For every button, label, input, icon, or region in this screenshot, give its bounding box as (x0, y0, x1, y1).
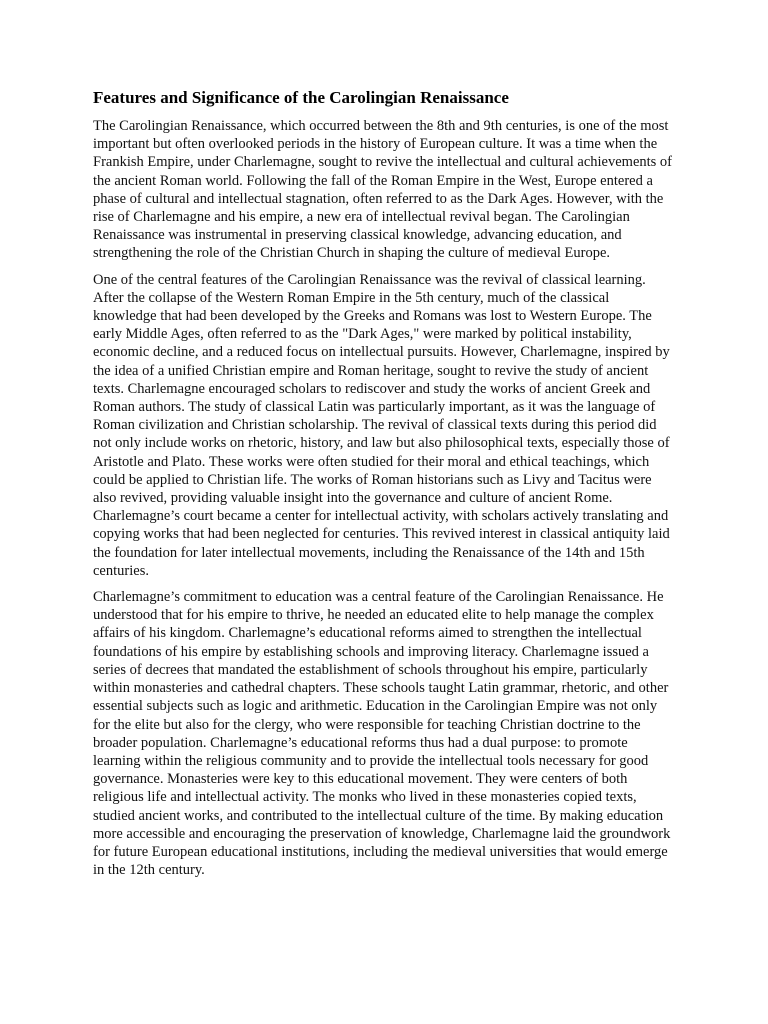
document-title: Features and Significance of the Carolingian Renaissance (93, 88, 509, 107)
paragraph-3: Charlemagne’s commitment to education was a central feature of the Carolingian Renaissance. He understood that for his empire to thrive, he needed an educated elite to help manage the complex affairs of his kingdom. Charlemagne’s educational reforms aimed to strengthen the intellectual foundations of his empire by establishing schools and improving literacy. Charlemagne issued a series of decrees that mandated the establishment of schools throughout his empire, particularly within monasteries and cathedral chapters. These schools taught Latin grammar, rhetoric, and other essential subjects such as logic and arithmetic. Education in the Carolingian Empire was not only for the elite but also for the clergy, who were responsible for teaching Christian doctrine to the broader population. Charlemagne’s educational reforms thus had a dual purpose: to promote learning within the religious community and to provide the intellectual tools necessary for good governance. Monasteries were key to this educational movement. They were centers of both religious life and intellectual activity. The monks who lived in these monasteries copied texts, studied ancient works, and contributed to the intellectual culture of the time. By making education more accessible and encouraging the preservation of knowledge, Charlemagne laid the groundwork for future European educational institutions, including the medieval universities that would emerge in the 12th century. (93, 589, 671, 879)
document-page (93, 88, 675, 887)
paragraph-2: One of the central features of the Carolingian Renaissance was the revival of classical learning. After the collapse of the Western Roman Empire in the 5th century, much of the classical knowledge that had been developed by the Greeks and Romans was lost to Western Europe. The early Middle Ages, often referred to as the "Dark Ages," were marked by political instability, economic decline, and a reduced focus on intellectual pursuits. However, Charlemagne, inspired by the idea of a unified Christian empire and Roman heritage, sought to revive the study of ancient texts. Charlemagne encouraged scholars to rediscover and study the works of ancient Greek and Roman authors. The study of classical Latin was particularly important, as it was the language of Roman civilization and Christian scholarship. The revival of classical texts during this period did not only include works on rhetoric, history, and law but also philosophical texts, especially those of Aristotle and Plato. These works were often studied for their moral and ethical teachings, which could be applied to Christian life. The works of Roman historians such as Livy and Tacitus were also revived, providing valuable insight into the governance and culture of ancient Rome. Charlemagne’s court became a center for intellectual activity, with scholars actively translating and copying works that had been neglected for centuries. This revived interest in classical antiquity laid the foundation for later intellectual movements, including the Renaissance of the 14th and 15th centuries. (93, 271, 670, 579)
paragraph-1: The Carolingian Renaissance, which occurred between the 8th and 9th centuries, is one of the most important but often overlooked periods in the history of European culture. It was a time when the Frankish Empire, under Charlemagne, sought to revive the intellectual and cultural achievements of the ancient Roman world. Following the fall of the Roman Empire in the West, Europe entered a phase of cultural and intellectual stagnation, often referred to as the Dark Ages. However, with the rise of Charlemagne and his empire, a new era of intellectual revival began. The Carolingian Renaissance was instrumental in preserving classical knowledge, advancing education, and strengthening the role of the Christian Church in shaping the culture of medieval Europe. (93, 118, 673, 262)
